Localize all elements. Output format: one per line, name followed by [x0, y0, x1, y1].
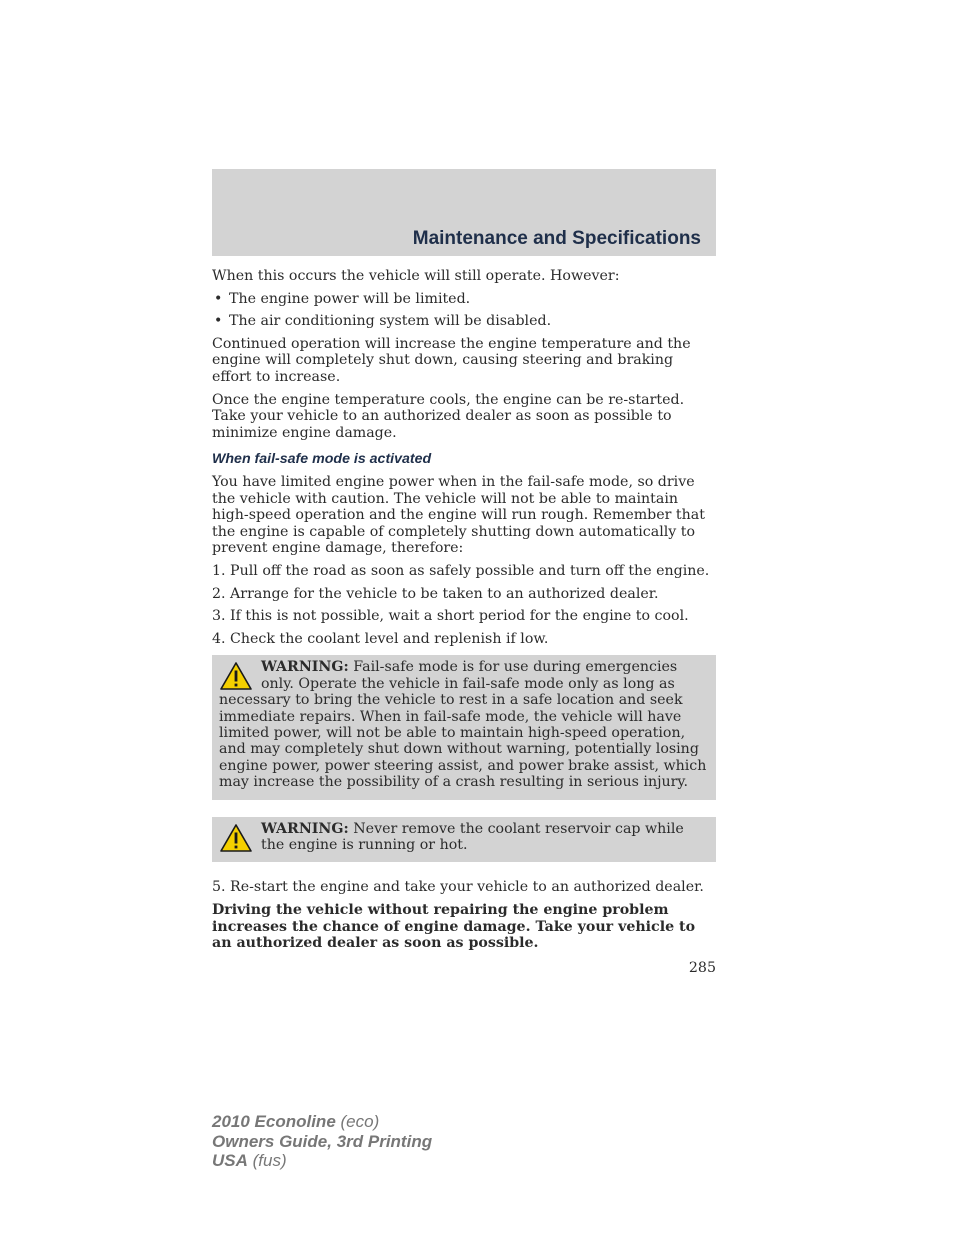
bullet-glyph: • [214, 290, 223, 307]
warning-box [212, 817, 716, 863]
subheading: When fail-safe mode is activated [212, 451, 432, 468]
footer-model-code: (eco) [335, 1112, 380, 1131]
footer-market-code: (fus) [247, 1151, 287, 1170]
failsafe-paragraph: You have limited engine power when in the fail-safe mode, so drive the vehicle with caution. The vehicle will not be able to maintain high-speed operation and the engine will run rough. Remember that the engine is capable of completely shutting down automatically to prevent engine damage, therefore: [212, 473, 705, 557]
warning-text: Never remove the coolant reservoir cap while the engine is running or hot. [261, 820, 684, 853]
footer-market: USA [212, 1151, 248, 1170]
emphasis-paragraph: Driving the vehicle without repairing the engine problem increases the chance of engine damage. Take your vehicle to an authorized dealer as soon as possible. [212, 901, 696, 952]
section-title: Maintenance and Specifications [412, 228, 701, 249]
footer-line: Owners Guide, 3rd Printing [212, 1131, 433, 1151]
warning-box [212, 655, 716, 799]
warning-text: Fail-safe mode is for use during emergencies only. Operate the vehicle in fail-safe mode only as long as necessary to bring the vehicle to rest in a safe location and seek immediate repairs. When in fail-safe mode, the vehicle will have limited power, will not be able to maintain high-speed operation, and may completely shut down without warning, potentially losing engine power, power steering assist, and power brake assist, which may increase the possibility of a crash resulting in serious injury. [219, 659, 707, 791]
page-number: 285 [688, 960, 716, 976]
bullet-list [212, 291, 716, 330]
intro-paragraph: When this occurs the vehicle will still operate. However: [212, 268, 620, 284]
list-item-text: The air conditioning system will be disabled. [229, 313, 552, 330]
page-content [212, 268, 716, 958]
footer-line [212, 1151, 432, 1171]
list-item-text: The engine power will be limited. [229, 290, 471, 307]
warning-label: WARNING: [261, 659, 349, 676]
body-paragraph: Continued operation will increase the engine temperature and the engine will completely shut down, causing steering and braking effort to increase. [212, 335, 691, 385]
bullet-glyph: • [214, 313, 223, 330]
footer-model: 2010 Econoline [212, 1112, 336, 1131]
steps-list [212, 563, 716, 647]
warning-triangle-icon [219, 661, 253, 691]
step-item: 2. Arrange for the vehicle to be taken to an authorized dealer. [212, 585, 659, 602]
list-item [212, 291, 716, 308]
footer-line [212, 1112, 432, 1132]
step-item: 1. Pull off the road as soon as safely possible and turn off the engine. [212, 562, 710, 579]
document-footer [212, 1112, 432, 1171]
list-item [212, 313, 716, 330]
warning-triangle-icon [219, 823, 253, 853]
step-item: 4. Check the coolant level and replenish if low. [212, 630, 549, 647]
body-paragraph: Once the engine temperature cools, the engine can be re-started. Take your vehicle to an authorized dealer as soon as possible to minimize engine damage. [212, 391, 685, 441]
warning-label: WARNING: [261, 820, 349, 837]
step-item: 5. Re-start the engine and take your vehicle to an authorized dealer. [212, 879, 704, 896]
step-item: 3. If this is not possible, wait a short period for the engine to cool. [212, 608, 689, 625]
section-header-band [212, 169, 716, 256]
